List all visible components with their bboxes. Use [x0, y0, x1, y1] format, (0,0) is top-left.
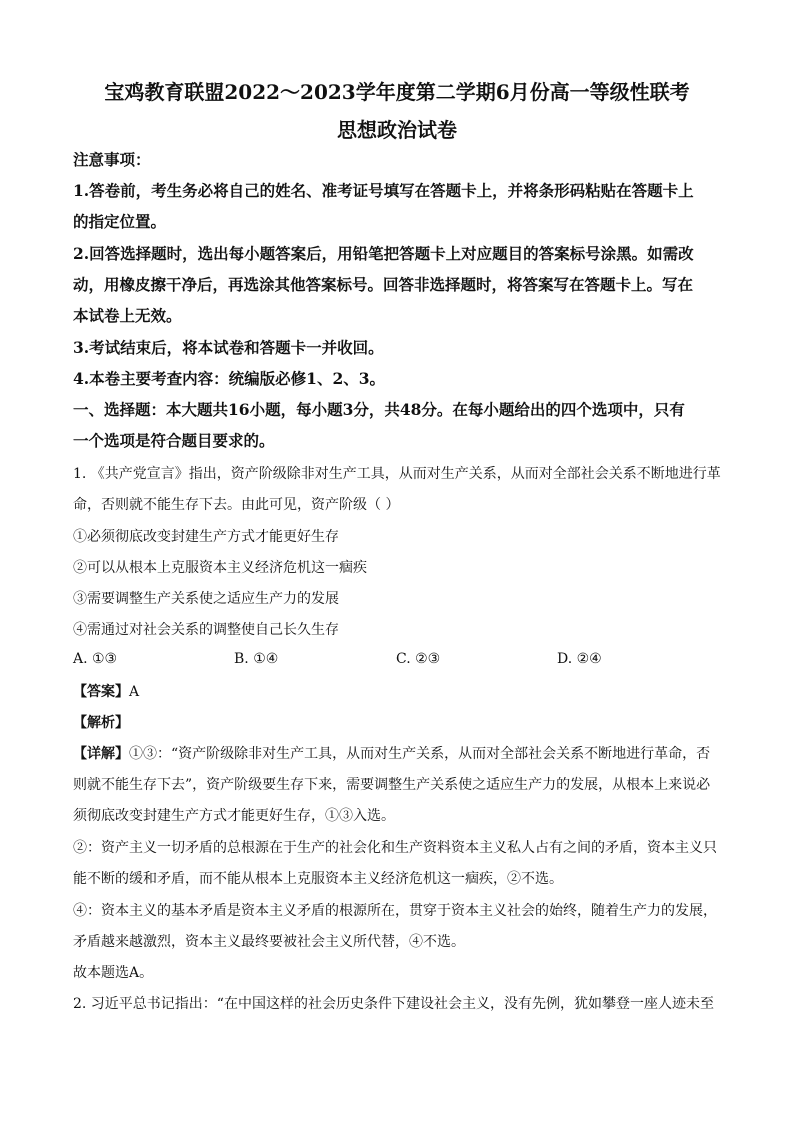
section-heading: 一、选择题：本大题共16小题，每小题3分，共48分。在每小题给出的四个选项中，只有 [73, 400, 685, 419]
analysis-line [73, 713, 723, 733]
question-1-statement-1: ①必须彻底改变封建生产方式才能更好生存 [73, 529, 339, 545]
notice-item-4: 4.本卷主要考查内容：统编版必修1、2、3。 [73, 369, 386, 388]
question-1-option-c: C. ②③ [396, 651, 441, 667]
notice-item-1: 1.答卷前，考生务必将自己的姓名、准考证号填写在答题卡上，并将条形码粘贴在答题卡上 [73, 181, 694, 200]
conclusion-line: 故本题选A。 [73, 965, 154, 981]
notice-item-1-cont: 的指定位置。 [73, 212, 167, 231]
question-2-stem: 2. 习近平总书记指出：“在中国这样的社会历史条件下建设社会主义，没有先例，犹如攀登一座人迹未至 [73, 996, 714, 1012]
exam-subject-title: 思想政治试卷 [337, 118, 457, 142]
detail-line-1 [73, 744, 723, 764]
exam-title: 宝鸡教育联盟2022～2023学年度第二学期6月份高一等级性联考 [104, 80, 690, 104]
notice-heading: 注意事项： [73, 150, 151, 169]
question-1-stem: 1. 《共产党宣言》指出，资产阶级除非对生产工具，从而对生产关系，从而对全部社会关系不断地进行革 [73, 466, 721, 482]
detail-line-7: 矛盾越来越激烈，资本主义最终要被社会主义所代替，④不选。 [73, 934, 465, 950]
section-heading-cont: 一个选项是符合题目要求的。 [73, 431, 275, 450]
question-1-option-a: A. ①③ [73, 651, 118, 667]
notice-item-2-cont: 动，用橡皮擦干净后，再选涂其他答案标号。回答非选择题时，将答案写在答题卡上。写在 [73, 275, 694, 294]
answer-tag: 【答案】 [73, 684, 129, 700]
detail-line-3: 须彻底改变封建生产方式才能更好生存，①③入选。 [73, 808, 395, 824]
analysis-tag: 【解析】 [73, 715, 129, 731]
notice-item-3: 3.考试结束后，将本试卷和答题卡一并收回。 [73, 338, 384, 357]
detail-line-2: 则就不能生存下去”，资产阶级要生存下来，需要调整生产关系使之适应生产力的发展，从根本上来说必 [73, 777, 711, 793]
notice-item-2-cont2: 本试卷上无效。 [73, 306, 182, 325]
answer-line [73, 682, 723, 702]
detail-line-6: ④：资本主义的基本矛盾是资本主义矛盾的根源所在，贯穿于资本主义社会的始终，随着生产力的发展， [73, 903, 717, 919]
question-1-statement-4: ④需通过对社会关系的调整使自己长久生存 [73, 622, 339, 638]
notice-item-2: 2.回答选择题时，选出每小题答案后，用铅笔把答题卡上对应题目的答案标号涂黑。如需改 [73, 244, 694, 263]
question-1-option-d: D. ②④ [557, 651, 602, 667]
detail-tag: 【详解】 [73, 746, 129, 762]
detail-text-1: ①③：“资产阶级除非对生产工具，从而对生产关系，从而对全部社会关系不断地进行革命，否 [129, 746, 711, 762]
answer-value: A [129, 684, 140, 700]
detail-line-4: ②：资产主义一切矛盾的总根源在于生产的社会化和生产资料资本主义私人占有之间的矛盾，资本主义只 [73, 840, 717, 856]
question-1-statement-3: ③需要调整生产关系使之适应生产力的发展 [73, 591, 339, 607]
question-1-stem-cont: 命，否则就不能生存下去。由此可见，资产阶级（ ） [73, 497, 400, 513]
question-1-option-b: B. ①④ [234, 651, 279, 667]
question-1-statement-2: ②可以从根本上克服资本主义经济危机这一痼疾 [73, 560, 367, 576]
detail-line-5: 能不断的缓和矛盾，而不能从根本上克服资本主义经济危机这一痼疾，②不选。 [73, 871, 563, 887]
